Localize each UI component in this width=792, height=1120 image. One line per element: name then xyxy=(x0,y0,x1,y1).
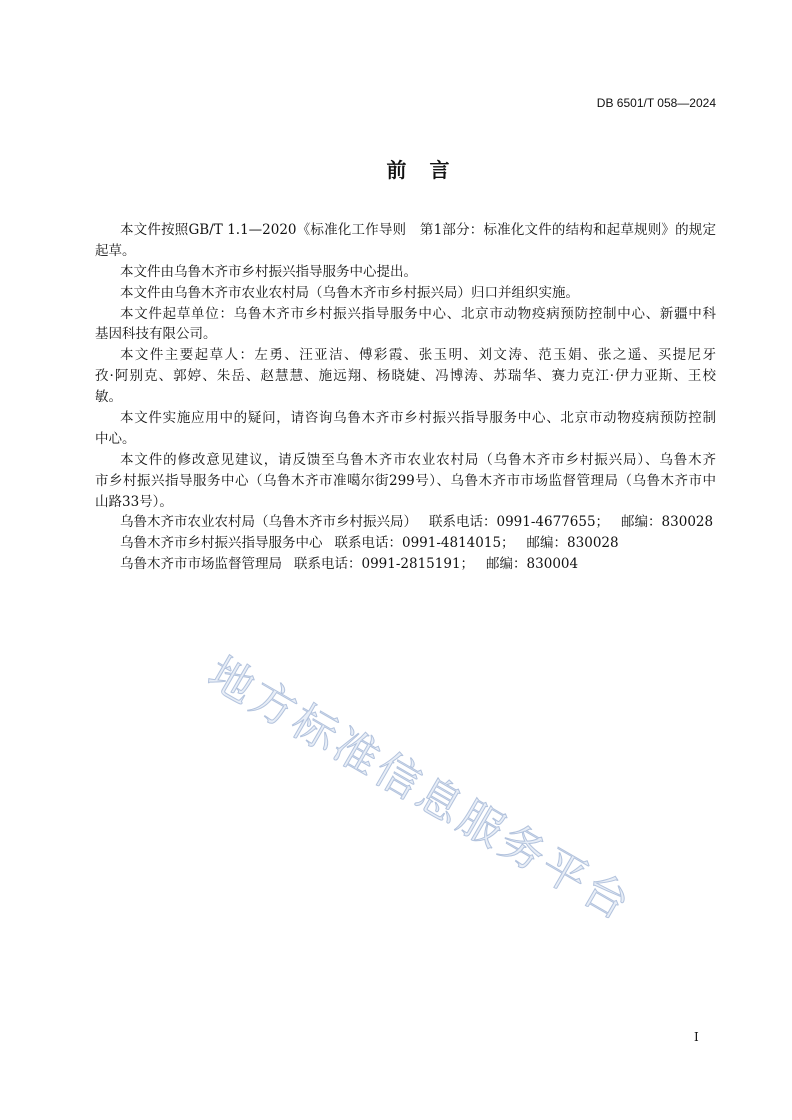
paragraph-feedback xyxy=(95,450,716,513)
paragraph-drafting-units xyxy=(95,304,716,346)
paragraph-proposer xyxy=(95,262,716,283)
contact-postcode: 邮编：830028 xyxy=(621,514,714,531)
paragraph-administrator xyxy=(95,283,716,304)
contact-line xyxy=(95,554,716,575)
paragraph-line: 市乡村振兴指导服务中心（乌鲁木齐市准噶尔街299号）、乌鲁木齐市市场监督管理局（乌鲁木齐市中 xyxy=(95,472,716,489)
foreword-body xyxy=(95,220,716,575)
contact-line xyxy=(95,533,716,554)
paragraph-line: 本文件按照GB/T 1.1—2020《标准化工作导则 第1部分：标准化文件的结构和起草规则》的规定 xyxy=(120,222,716,238)
paragraph-drafting-basis xyxy=(95,220,716,262)
paragraph-line: 本文件主要起草人：左勇、汪亚洁、傅彩霞、张玉明、刘文涛、范玉娟、张之遥、买提尼牙 xyxy=(120,347,716,364)
contact-phone: 联系电话：0991-4677655； xyxy=(429,514,610,531)
paragraph-line: 本文件起草单位：乌鲁木齐市乡村振兴指导服务中心、北京市动物疫病预防控制中心、新疆中科 xyxy=(120,305,716,322)
document-number: DB 6501/T 058—2024 xyxy=(596,96,716,110)
paragraph-line: 基因科技有限公司。 xyxy=(95,326,217,343)
paragraph-line: 山路33号）。 xyxy=(95,493,173,510)
contact-phone: 联系电话：0991-2815191； xyxy=(294,556,475,573)
paragraph-line: 本文件由乌鲁木齐市农业农村局（乌鲁木齐市乡村振兴局）归口并组织实施。 xyxy=(120,284,579,301)
watermark: 地方标准信息服务平台 xyxy=(199,647,641,932)
page-number: I xyxy=(694,1030,699,1044)
contact-postcode: 邮编：830028 xyxy=(526,535,619,552)
paragraph-line: 起草。 xyxy=(95,242,136,259)
paragraph-line: 本文件由乌鲁木齐市乡村振兴指导服务中心提出。 xyxy=(120,263,417,280)
contact-org: 乌鲁木齐市农业农村局（乌鲁木齐市乡村振兴局） xyxy=(120,514,417,531)
contact-line xyxy=(95,512,716,533)
paragraph-inquiries xyxy=(95,408,716,450)
page-title: 前 言 xyxy=(386,158,450,182)
paragraph-line: 敏。 xyxy=(95,389,122,406)
contact-org: 乌鲁木齐市乡村振兴指导服务中心 xyxy=(120,535,323,552)
contact-postcode: 邮编：830004 xyxy=(486,556,579,573)
paragraph-line: 本文件实施应用中的疑问，请咨询乌鲁木齐市乡村振兴指导服务中心、北京市动物疫病预防控制 xyxy=(120,410,716,427)
paragraph-line: 本文件的修改意见建议，请反馈至乌鲁木齐市农业农村局（乌鲁木齐市乡村振兴局）、乌鲁木齐 xyxy=(120,451,716,468)
paragraph-drafters xyxy=(95,345,716,408)
paragraph-line: 中心。 xyxy=(95,430,136,447)
paragraph-line: 孜·阿别克、郭婷、朱岳、赵慧慧、施远翔、杨晓婕、冯博涛、苏瑞华、赛力克江·伊力亚斯、王校 xyxy=(95,368,716,385)
contact-org: 乌鲁木齐市市场监督管理局 xyxy=(120,556,282,573)
contact-phone: 联系电话：0991-4814015； xyxy=(334,535,515,552)
